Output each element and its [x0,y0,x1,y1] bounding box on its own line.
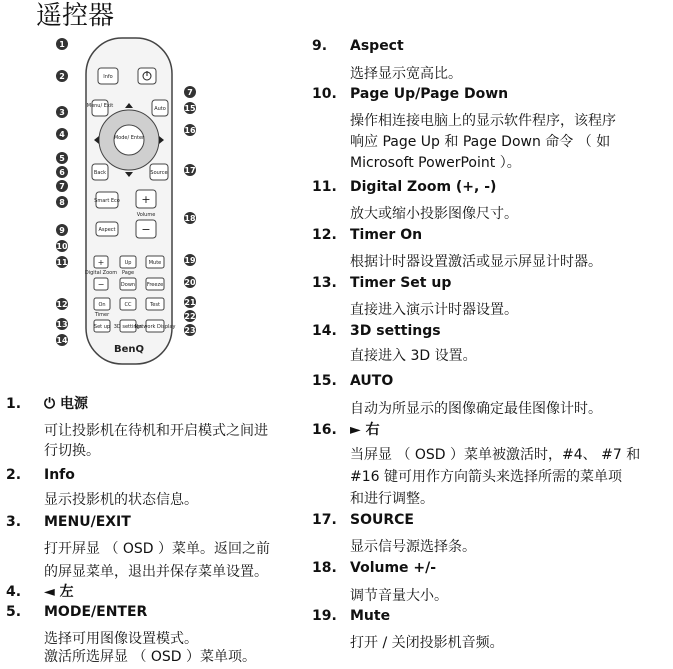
item-heading: SOURCE [350,512,414,528]
item-heading: MODE/ENTER [44,604,148,620]
item-desc-line: 激活所选屏显 （ OSD ）菜单项。 [44,649,257,665]
item-number: 10. [312,86,337,102]
svg-text:22: 22 [184,312,196,321]
info-label: Info [103,74,113,80]
callout-4 [56,128,68,140]
callout-16 [184,124,196,136]
page-title: 遥控器 [36,1,115,31]
callout-11 [56,256,68,268]
item-number: 14. [312,323,337,339]
item-number: 15. [312,373,337,389]
digital-zoom-label: Digital Zoom [84,270,118,276]
callout-7b [184,86,196,98]
zoom-out-label: − [97,280,105,289]
item-heading: Info [44,467,75,483]
mute-label: Mute [148,260,162,266]
brand-logo: BenQ [113,344,145,355]
callout-18 [184,212,196,224]
item-number: 4. [6,584,22,600]
callout-23 [184,324,196,336]
svg-text:6: 6 [59,168,65,177]
item-number: 11. [312,179,337,195]
item-heading: Digital Zoom (+, -) [350,179,497,195]
callout-19 [184,254,196,266]
freeze-label: Freeze [146,282,164,288]
menu-exit-label: Menu/ Exit [86,103,114,109]
callout-15 [184,102,196,114]
item-number: 5. [6,604,22,620]
svg-text:16: 16 [184,126,196,135]
svg-text:13: 13 [56,320,68,329]
item-heading: Timer Set up [350,275,452,291]
callout-20 [184,276,196,288]
item-desc-line: 和进行调整。 [350,491,434,507]
item-heading: ⏻ 电源 [44,396,88,412]
3d-settings-label: 3D settings [113,324,143,330]
item-number: 3. [6,514,22,530]
volume-up-label: + [141,193,151,206]
callout-7 [56,180,68,192]
timer-on-label: On [98,302,106,308]
svg-text:8: 8 [59,198,65,207]
callout-22 [184,310,196,322]
volume-down-label: − [141,223,151,236]
item-number: 12. [312,227,337,243]
item-desc-line: 显示信号源选择条。 [350,539,476,555]
callout-1 [56,38,68,50]
svg-text:14: 14 [56,336,68,345]
svg-text:5: 5 [59,154,65,163]
callout-10 [56,240,68,252]
item-desc-line: 显示投影机的状态信息。 [44,492,198,508]
test-label: Test [150,302,160,308]
page-label: Page [121,270,135,276]
item-heading: 3D settings [350,323,441,339]
item-desc-line: Microsoft PowerPoint ）。 [350,155,521,171]
source-label: Source [150,170,168,176]
item-heading: Volume +/- [350,560,437,576]
item-heading: Timer On [350,227,423,243]
item-number: 1. [6,396,22,412]
svg-text:18: 18 [184,214,196,223]
callout-13 [56,318,68,330]
timer-label: Timer [94,312,110,318]
callout-5 [56,152,68,164]
item-heading: ► 右 [350,422,380,438]
svg-text:2: 2 [59,72,65,81]
item-desc-line: 的屏显菜单，退出并保存菜单设置。 [44,564,268,580]
callout-21 [184,296,196,308]
item-desc-line: 调节音量大小。 [350,588,448,604]
svg-text:19: 19 [184,256,196,265]
item-desc-line: 选择显示宽高比。 [350,66,462,82]
item-desc-line: 当屏显 （ OSD ）菜单被激活时，#4、 #7 和 [350,447,641,463]
item-number: 19. [312,608,337,624]
item-desc-line: 自动为所显示的图像确定最佳图像计时。 [350,401,602,417]
callout-12 [56,298,68,310]
volume-label: Volume [136,212,156,218]
timer-setup-label: Set up [93,324,111,330]
svg-text:3: 3 [59,108,65,117]
callout-9 [56,224,68,236]
svg-text:23: 23 [184,326,196,335]
item-heading: MENU/EXIT [44,514,131,530]
svg-text:7: 7 [59,182,65,191]
item-desc-line: 直接进入演示计时器设置。 [350,302,518,318]
item-number: 9. [312,38,328,54]
svg-text:9: 9 [59,226,65,235]
item-number: 16. [312,422,337,438]
svg-text:17: 17 [184,166,196,175]
item-desc-line: 可让投影机在待机和开启模式之间进 [44,423,268,439]
aspect-label: Aspect [98,227,116,233]
cc-label: CC [124,302,132,308]
page-down-label: Down [120,282,136,288]
callout-6 [56,166,68,178]
zoom-in-label: + [97,258,105,267]
item-number: 18. [312,560,337,576]
item-desc-line: #16 键可用作方向箭头来选择所需的菜单项 [350,469,622,485]
item-desc-line: 操作相连接电脑上的显示软件程序，该程序 [350,113,616,129]
svg-text:12: 12 [56,300,68,309]
item-heading: Page Up/Page Down [350,86,509,102]
item-number: 2. [6,467,22,483]
svg-text:20: 20 [184,278,196,287]
item-desc-line: 选择可用图像设置模式。 [44,631,198,647]
callout-17 [184,164,196,176]
auto-label: Auto [154,106,166,112]
callout-2 [56,70,68,82]
page-up-label: Up [124,260,132,266]
item-heading: ◄ 左 [44,584,74,600]
smart-eco-label: Smart Eco [94,198,120,204]
svg-text:7: 7 [187,88,193,97]
remote-control-illustration [48,34,208,374]
svg-text:11: 11 [56,258,68,267]
item-heading: AUTO [350,373,394,389]
item-number: 13. [312,275,337,291]
svg-text:21: 21 [184,298,196,307]
svg-text:4: 4 [59,130,65,139]
svg-text:1: 1 [59,40,65,49]
item-desc-line: 放大或缩小投影图像尺寸。 [350,206,518,222]
item-heading: Aspect [350,38,404,54]
item-desc-line: 行切换。 [44,443,100,459]
callout-3 [56,106,68,118]
item-desc-line: 根据计时器设置激活或显示屏显计时器。 [350,254,602,270]
item-heading: Mute [350,608,391,624]
callout-14 [56,334,68,346]
svg-text:10: 10 [56,242,68,251]
callout-8 [56,196,68,208]
mode-enter-label: Mode/ Enter [113,135,145,141]
item-desc-line: 打开 / 关闭投影机音频。 [350,635,504,651]
item-desc-line: 响应 Page Up 和 Page Down 命令 （ 如 [350,134,611,150]
item-desc-line: 直接进入 3D 设置。 [350,348,477,364]
back-label: Back [93,170,107,176]
item-number: 17. [312,512,337,528]
item-desc-line: 打开屏显 （ OSD ）菜单。返回之前 [44,541,271,557]
network-display-label: Network Display [134,324,176,330]
svg-text:15: 15 [184,104,196,113]
